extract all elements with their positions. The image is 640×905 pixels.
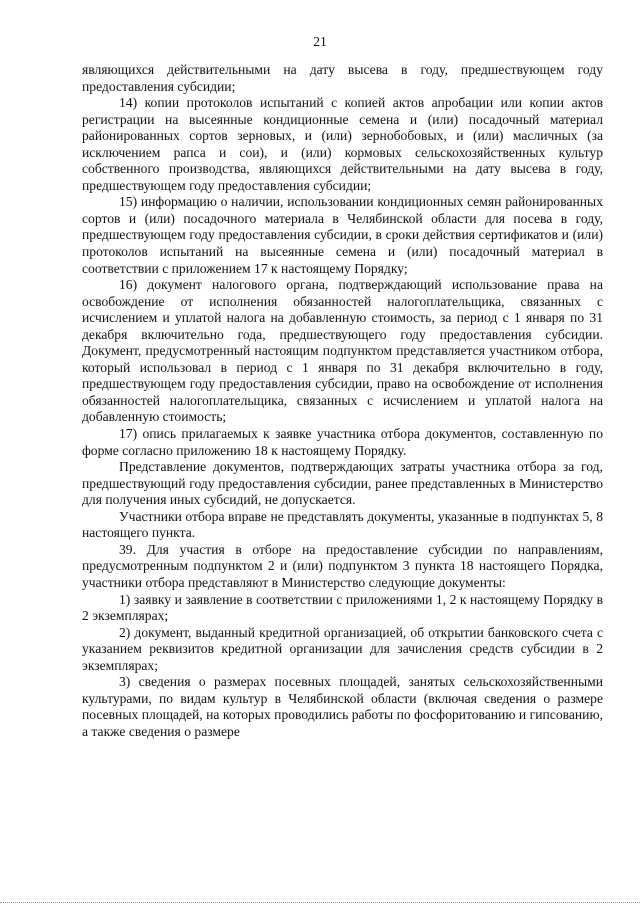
- paragraph-item-15: 15) информацию о наличии, использовании кондиционных семян районированных сортов и (или) посадочного материала в Челябинской области для посева в году, предшествующем году предоставления субсидии, в сроки действия сертификатов и (или) протоколов испытаний на высеянные семена и (или) посадочный материал в соответствии с приложением 17 к настоящему Порядку;: [82, 194, 603, 276]
- paragraph-prior-documents: Представление документов, подтверждающих затраты участника отбора за год, предшествующий году предоставления субсидии, ранее представленных в Министерство для получения иных субсидий, не допускается.: [82, 459, 603, 508]
- scan-bottom-edge: [0, 902, 640, 903]
- paragraph-clause-39-item-3: 3) сведения о размерах посевных площадей, занятых сельскохозяйственными культурами, по видам культур в Челябинской области (включая сведения о размере посевных площадей, на которых проводились работы по фосфоритованию и гипсованию, а также сведения о размере: [82, 674, 603, 739]
- paragraph-clause-39: 39. Для участия в отборе на предоставление субсидии по направлениям, предусмотренным подпунктом 2 и (или) подпунктом 3 пункта 18 настоящего Порядка, участники отбора представляют в Министерство следующие документы:: [82, 541, 603, 590]
- document-body: [82, 62, 603, 740]
- paragraph-item-17: 17) опись прилагаемых к заявке участника отбора документов, составленную по форме согласно приложению 18 к настоящему Порядку.: [82, 426, 603, 458]
- page-number: 21: [313, 34, 327, 49]
- paragraph-optional-documents: Участники отбора вправе не представлять документы, указанные в подпунктах 5, 8 настоящего пункта.: [82, 508, 603, 541]
- paragraph-item-16: 16) документ налогового органа, подтверждающий использование права на освобождение от исполнения обязанностей налогоплательщика, связанных с исчислением и уплатой налога на добавленную стоимость, за период с 1 января по 31 декабря включительно года, предшествующего году предоставления субсидии. Документ, предусмотренный настоящим подпунктом представляется участником отбора, который использовал в период с 1 января по 31 декабря включительно в году, предшествующем году предоставления субсидии, право на освобождение от исполнения обязанностей налогоплательщика, связанных с исчислением и уплатой налога на добавленную стоимость;: [82, 277, 603, 425]
- paragraph-clause-39-item-1: 1) заявку и заявление в соответствии с приложениями 1, 2 к настоящему Порядку в 2 экземплярах;: [82, 591, 603, 624]
- paragraph-clause-39-item-2: 2) документ, выданный кредитной организацией, об открытии банковского счета с указанием реквизитов кредитной организации для зачисления средств субсидии в 2 экземплярах;: [82, 624, 603, 673]
- paragraph-continuation: являющихся действительными на дату высева в году, предшествующем году предоставления субсидии;: [82, 62, 603, 94]
- paragraph-item-14: 14) копии протоколов испытаний с копией актов апробации или копии актов регистрации на высеянные кондиционные семена и (или) посадочный материал районированных сортов зерновых, и (или) зернобобовых, и (или) масличных (за исключением рапса и сои), и (или) кормовых сельскохозяйственных культур собственного производства, являющихся действительными на дату высева в году, предшествующем году предоставления субсидии;: [82, 95, 603, 193]
